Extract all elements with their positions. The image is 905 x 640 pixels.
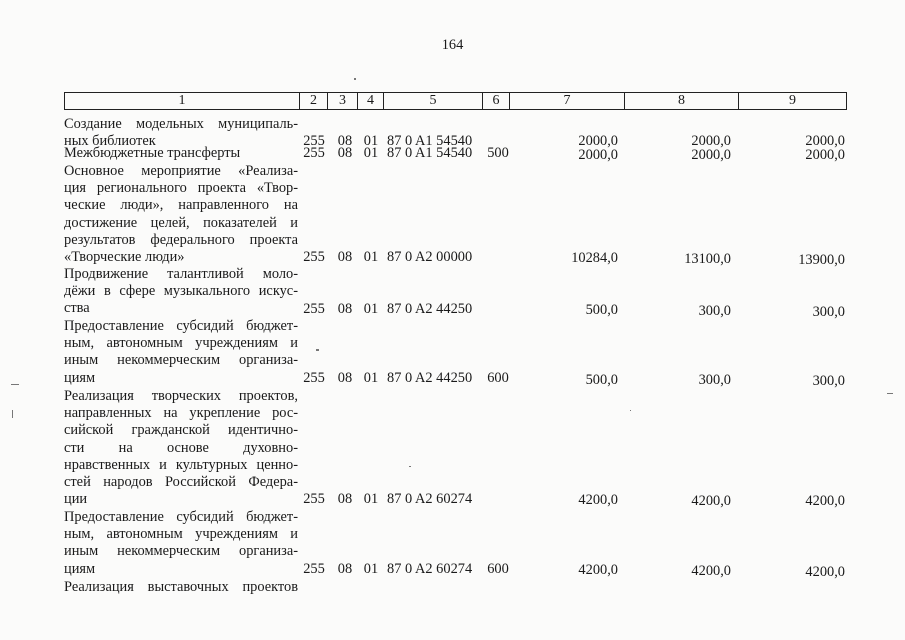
row-description <box>64 145 298 162</box>
row-description <box>64 579 298 596</box>
cell-amount-col8: 4200,0 <box>691 493 731 509</box>
cell-target-article: 87 0 A1 54540 <box>387 133 473 149</box>
row-text-line: Реализация творческих проектов, <box>64 388 298 404</box>
row-text-line: иным некоммерческим организа- <box>64 543 298 560</box>
row-description <box>64 163 298 266</box>
cell-admin-code: 255 <box>303 370 325 386</box>
row-text-line: ным, автономным учреждениям и <box>64 335 298 352</box>
header-col-2: 2 <box>299 92 328 110</box>
cell-subsection: 01 <box>363 249 379 265</box>
row-text-line: циям <box>64 560 96 577</box>
row-text-line: ных библиотек <box>64 133 156 150</box>
cell-admin-code: 255 <box>303 561 325 577</box>
cell-admin-code: 255 <box>303 145 325 161</box>
cell-amount-col8: 2000,0 <box>691 147 731 163</box>
row-text-line: ства <box>64 300 90 317</box>
cell-amount-col7: 4200,0 <box>578 492 618 508</box>
cell-expense-type: 600 <box>487 561 509 577</box>
cell-amount-col8: 2000,0 <box>691 133 731 149</box>
page-number: 164 <box>441 37 464 53</box>
cell-amount-col9: 2000,0 <box>805 147 845 163</box>
row-text-line: дёжи в сфере музыкального искус- <box>64 283 298 300</box>
row-description <box>64 509 298 578</box>
row-text-line: стей народов Российской Федера- <box>64 473 298 490</box>
cell-amount-col7: 500,0 <box>585 372 618 388</box>
row-text-line: сийской гражданской идентично- <box>64 422 298 439</box>
row-description <box>64 318 298 387</box>
cell-section: 08 <box>337 133 353 149</box>
cell-target-article: 87 0 A2 44250 <box>387 370 473 386</box>
header-col-9: 9 <box>738 92 847 110</box>
cell-subsection: 01 <box>363 561 379 577</box>
row-text-line: циям <box>64 369 96 386</box>
cell-amount-col9: 4200,0 <box>805 564 845 580</box>
header-col-8: 8 <box>624 92 739 110</box>
cell-amount-col9: 300,0 <box>812 373 845 389</box>
cell-section: 08 <box>337 145 353 161</box>
row-text-line: ции <box>64 491 88 508</box>
scan-speck <box>887 393 893 394</box>
cell-subsection: 01 <box>363 370 379 386</box>
cell-subsection: 01 <box>363 491 379 507</box>
row-text-line: Создание модельных муниципаль- <box>64 116 298 132</box>
row-description <box>64 388 298 508</box>
cell-target-article: 87 0 A2 44250 <box>387 301 473 317</box>
cell-section: 08 <box>337 561 353 577</box>
scan-speck <box>630 410 631 411</box>
cell-amount-col7: 4200,0 <box>578 562 618 578</box>
row-description <box>64 266 298 318</box>
row-text-line: Предоставление субсидий бюджет- <box>64 318 298 334</box>
cell-admin-code: 255 <box>303 249 325 265</box>
cell-amount-col9: 300,0 <box>812 304 845 320</box>
cell-target-article: 87 0 A2 60274 <box>387 491 473 507</box>
cell-target-article: 87 0 A1 54540 <box>387 145 473 161</box>
table-header <box>0 92 905 112</box>
header-col-1: 1 <box>64 92 300 110</box>
cell-amount-col8: 4200,0 <box>691 563 731 579</box>
cell-admin-code: 255 <box>303 491 325 507</box>
cell-target-article: 87 0 A2 00000 <box>387 249 473 265</box>
cell-subsection: 01 <box>363 145 379 161</box>
cell-amount-col9: 2000,0 <box>805 133 845 149</box>
cell-section: 08 <box>337 491 353 507</box>
cell-amount-col7: 10284,0 <box>571 250 618 266</box>
scan-speck <box>354 78 356 80</box>
cell-amount-col9: 13900,0 <box>798 252 845 268</box>
cell-amount-col8: 300,0 <box>698 372 731 388</box>
row-text-line: нравственных и культурных ценно- <box>64 456 298 473</box>
header-col-7: 7 <box>509 92 625 110</box>
cell-subsection: 01 <box>363 133 379 149</box>
row-text-line: ция регионального проекта «Твор- <box>64 180 298 197</box>
cell-amount-col8: 13100,0 <box>684 251 731 267</box>
cell-expense-type <box>486 301 510 318</box>
cell-expense-type: 500 <box>487 145 509 161</box>
cell-section: 08 <box>337 301 353 317</box>
row-text-line: достижение целей, показателей и <box>64 214 298 231</box>
header-col-6: 6 <box>482 92 510 110</box>
row-text-line: Продвижение талантливой моло- <box>64 266 298 282</box>
row-text-line: Реализация выставочных проектов <box>64 579 298 595</box>
cell-amount-col9: 4200,0 <box>805 493 845 509</box>
header-col-4: 4 <box>357 92 384 110</box>
cell-target-article: 87 0 A2 60274 <box>387 561 473 577</box>
scan-speck <box>316 349 319 351</box>
row-text-line: сти на основе духовно- <box>64 439 298 456</box>
cell-amount-col7: 2000,0 <box>578 133 618 149</box>
row-text-line: «Творческие люди» <box>64 248 185 265</box>
cell-expense-type <box>486 249 510 266</box>
row-text-line: иным некоммерческим организа- <box>64 352 298 369</box>
row-text-line: Предоставление субсидий бюджет- <box>64 509 298 525</box>
cell-expense-type <box>486 491 510 508</box>
cell-section: 08 <box>337 370 353 386</box>
header-col-3: 3 <box>327 92 358 110</box>
row-text-line: ческие люди», направленного на <box>64 197 298 214</box>
cell-section: 08 <box>337 249 353 265</box>
row-text-line: ным, автономным учреждениям и <box>64 526 298 543</box>
header-col-5: 5 <box>383 92 483 110</box>
cell-admin-code: 255 <box>303 301 325 317</box>
cell-amount-col7: 2000,0 <box>578 147 618 163</box>
row-text-line: Основное мероприятие «Реализа- <box>64 163 298 179</box>
row-text-line: Межбюджетные трансферты <box>64 145 241 161</box>
cell-admin-code: 255 <box>303 133 325 149</box>
cell-amount-col7: 500,0 <box>585 302 618 318</box>
cell-amount-col8: 300,0 <box>698 303 731 319</box>
scan-speck <box>409 466 411 467</box>
scan-speck <box>12 410 13 418</box>
row-text-line: направленных на укрепление рос- <box>64 405 298 422</box>
row-text-line: результатов федерального проекта <box>64 231 298 248</box>
cell-subsection: 01 <box>363 301 379 317</box>
cell-expense-type: 600 <box>487 370 509 386</box>
scan-speck <box>11 384 19 385</box>
